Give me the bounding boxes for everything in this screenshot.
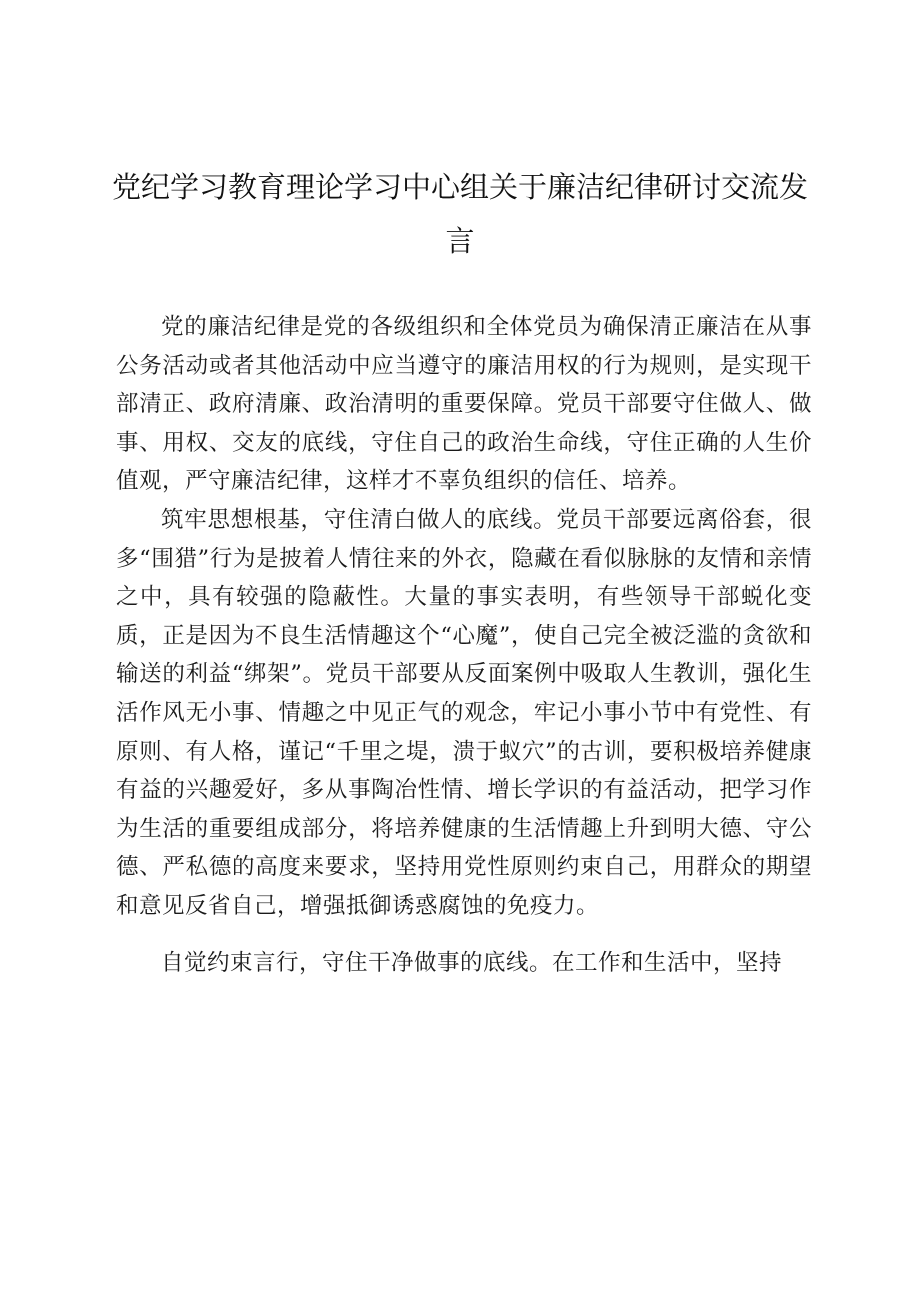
document-body: [116, 308, 812, 982]
document-title: 党纪学习教育理论学习中心组关于廉洁纪律研讨交流发言: [111, 170, 808, 258]
paragraph-thought-foundation: 筑牢思想根基，守住清白做人的底线。党员干部要远离俗套，很多“围猎”行为是披着人情往来的外衣，隐藏在看似脉脉的友情和亲情之中，具有较强的隐蔽性。大量的事实表明，有些领导干部蜕化变质，正是因为不良生活情趣这个“心魔”，使自己完全被泛滥的贪欲和输送的利益“绑架”。党员干部要从反面案例中吸取人生教训，强化生活作风无小事、情趣之中见正气的观念，牢记小事小节中有党性、有原则、有人格，谨记“千里之堤，溃于蚁穴”的古训，要积极培养健康有益的兴趣爱好，多从事陶冶性情、增长学识的有益活动，把学习作为生活的重要组成部分，将培养健康的生活情趣上升到明大德、守公德、严私德的高度来要求，坚持用党性原则约束自己，用群众的期望和意见反省自己，增强抵御诱惑腐蚀的免疫力。: [116, 506, 812, 919]
paragraph-intro: 党的廉洁纪律是党的各级组织和全体党员为确保清正廉洁在从事公务活动或者其他活动中应当遵守的廉洁用权的行为规则，是实现干部清正、政府清廉、政治清明的重要保障。党员干部要守住做人、做事、用权、交友的底线，守住自己的政治生命线，守住正确的人生价值观，严守廉洁纪律，这样才不辜负组织的信任、培养。: [116, 314, 812, 495]
paragraph-conduct: 自觉约束言行，守住干净做事的底线。在工作和生活中，坚持: [161, 949, 783, 976]
